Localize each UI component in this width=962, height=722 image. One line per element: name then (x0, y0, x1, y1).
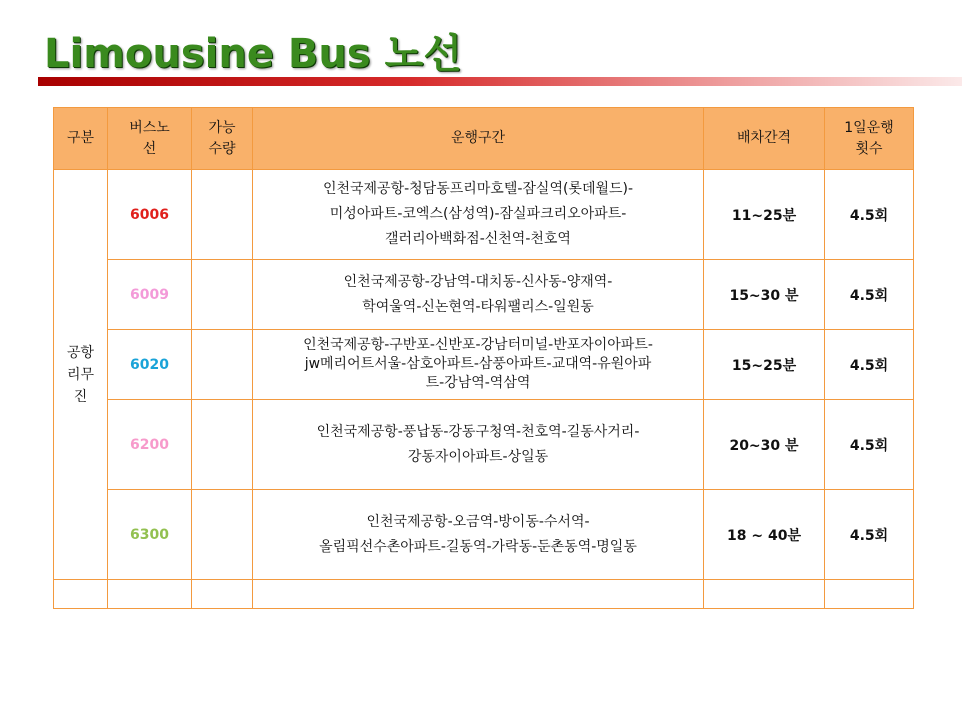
capacity-cell (192, 170, 253, 260)
table-row (54, 330, 914, 400)
title-divider (38, 77, 962, 86)
table-row (54, 260, 914, 330)
route-section (253, 490, 704, 580)
header-category: 구분 (54, 108, 108, 170)
capacity-cell (192, 400, 253, 490)
route-section-line: 인천국제공항-청담동프리마호텔-잠실역(롯데월드)- (322, 181, 634, 197)
header-route (108, 108, 192, 170)
dispatch-interval: 11~25분 (704, 170, 825, 260)
route-number: 6009 (108, 260, 192, 330)
header-capacity (192, 108, 253, 170)
header-row (54, 108, 914, 170)
header-section: 운행구간 (253, 108, 704, 170)
category-cell (54, 170, 108, 580)
route-number: 6020 (108, 330, 192, 400)
route-section-line: 강동자이아파트-상일동 (407, 448, 549, 465)
header-daily-runs (825, 108, 914, 170)
header-route-line2: 선 (142, 140, 157, 157)
capacity-cell (192, 260, 253, 330)
limousine-routes-table (53, 107, 914, 609)
route-section-line: jw메리어트서울-삼호아파트-삼풍아파트-교대역-유원아파 (304, 356, 652, 372)
daily-runs: 4.5회 (825, 400, 914, 490)
empty-cell (253, 580, 704, 609)
daily-runs: 4.5회 (825, 260, 914, 330)
capacity-cell (192, 330, 253, 400)
dispatch-interval: 18 ~ 40분 (704, 490, 825, 580)
route-section (253, 400, 704, 490)
table-row (54, 490, 914, 580)
route-section (253, 170, 704, 260)
dispatch-interval: 20~30 분 (704, 400, 825, 490)
route-section-line: 미성아파트-코엑스(삼성역)-잠실파크리오아파트- (329, 206, 627, 222)
header-daily-runs-line1: 1일운행 (844, 119, 894, 136)
category-line2: 리무 (66, 366, 95, 383)
empty-cell (704, 580, 825, 609)
page-title: Limousine Bus 노선 (44, 31, 462, 77)
route-number: 6006 (108, 170, 192, 260)
dispatch-interval: 15~30 분 (704, 260, 825, 330)
dispatch-interval: 15~25분 (704, 330, 825, 400)
header-route-line1: 버스노 (129, 119, 170, 136)
route-section-line: 갤러리아백화점-신천역-천호역 (385, 231, 571, 247)
route-section (253, 330, 704, 400)
category-line3: 진 (73, 388, 88, 405)
route-section-line: 인천국제공항-오금역-방이동-수서역- (366, 513, 590, 530)
route-section-line: 올림픽선수촌아파트-길동역-가락동-둔촌동역-명일동 (319, 538, 637, 555)
empty-cell (108, 580, 192, 609)
header-interval: 배차간격 (704, 108, 825, 170)
empty-cell (192, 580, 253, 609)
route-number: 6200 (108, 400, 192, 490)
table-row (54, 170, 914, 260)
route-section-line: 인천국제공항-구반포-신반포-강남터미널-반포자이아파트- (303, 337, 653, 353)
header-capacity-line2: 수량 (208, 140, 236, 157)
category-line1: 공항 (66, 344, 95, 361)
empty-cell (54, 580, 108, 609)
daily-runs: 4.5회 (825, 490, 914, 580)
route-section-line: 인천국제공항-강남역-대치동-신사동-양재역- (343, 273, 613, 290)
empty-row (54, 580, 914, 609)
route-number: 6300 (108, 490, 192, 580)
empty-cell (825, 580, 914, 609)
route-section-line: 트-강남역-역삼역 (425, 375, 531, 391)
route-section-line: 학여울역-신논현역-타워팰리스-일원동 (362, 298, 594, 315)
header-daily-runs-line2: 횟수 (855, 140, 883, 157)
daily-runs: 4.5회 (825, 170, 914, 260)
table-row (54, 400, 914, 490)
daily-runs: 4.5회 (825, 330, 914, 400)
route-section-line: 인천국제공항-풍납동-강동구청역-천호역-길동사거리- (316, 423, 640, 440)
header-capacity-line1: 가능 (208, 119, 236, 136)
route-section (253, 260, 704, 330)
capacity-cell (192, 490, 253, 580)
